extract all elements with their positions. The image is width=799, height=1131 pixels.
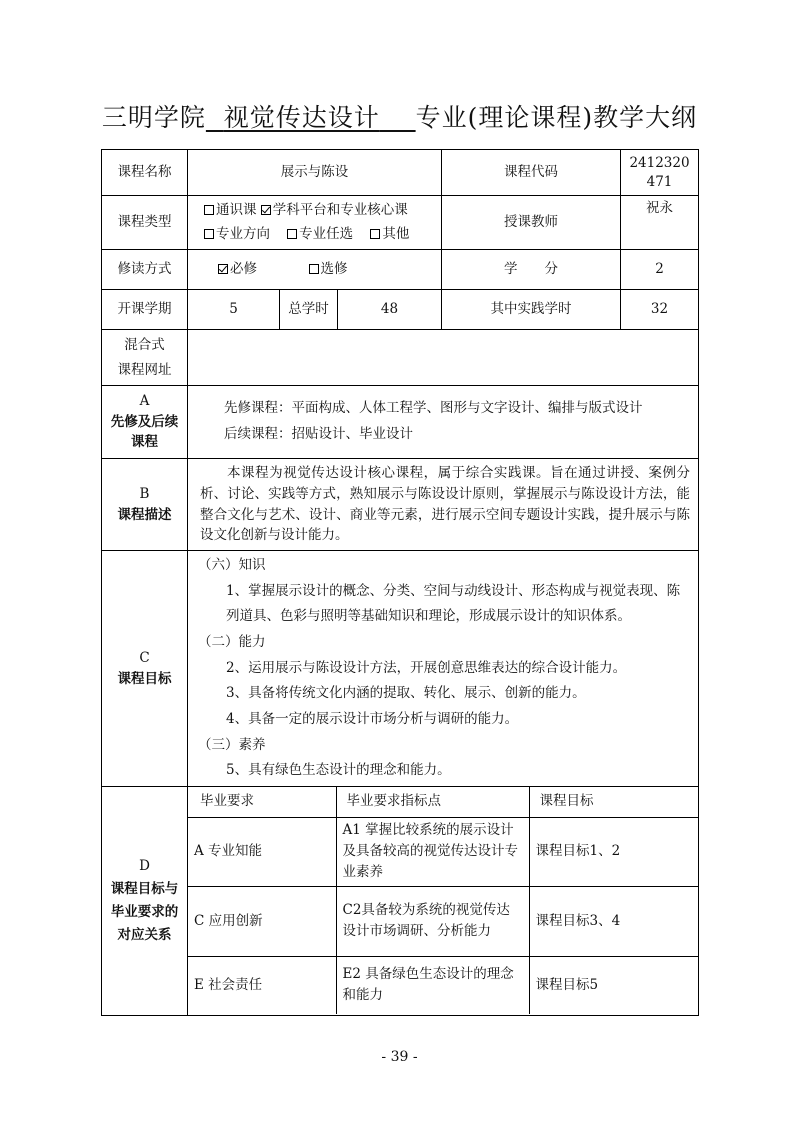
goal-1: 1、掌握展示设计的概念、分类、空间与动线设计、形态构成与视觉表现、陈列道具、色彩与照明等基础知识和理论，形成展示设计的知识体系。 <box>226 582 681 625</box>
goals-heading-quality: （三）素养 <box>198 736 266 753</box>
mapping-goal: 课程目标5 <box>529 956 699 1014</box>
row-study-mode <box>102 250 699 290</box>
goals-heading-ability: （二）能力 <box>198 634 266 651</box>
mapping-requirement: A 专业知能 <box>188 817 336 886</box>
section-c-label: C 课程目标 <box>102 551 188 787</box>
mapping-header-indicator: 毕业要求指标点 <box>336 787 529 817</box>
mapping-indicator: E2 具备绿色生态设计的理念和能力 <box>336 956 529 1014</box>
mapping-requirement: C 应用创新 <box>188 886 336 956</box>
checkbox-other[interactable] <box>370 229 380 239</box>
study-mode-label: 修读方式 <box>102 250 188 290</box>
total-hours-label: 总学时 <box>280 290 338 330</box>
checkbox-elective[interactable] <box>287 229 297 239</box>
goal-5: 5、具有绿色生态设计的理念和能力。 <box>226 762 451 779</box>
course-url-label: 混合式 课程网址 <box>102 330 188 386</box>
section-d-label: D 课程目标与 毕业要求的 对应关系 <box>102 787 188 1016</box>
practice-hours-label: 其中实践学时 <box>442 290 621 330</box>
course-type-label: 课程类型 <box>102 196 188 250</box>
syllabus-table <box>101 149 699 1016</box>
mapping-row <box>188 886 699 956</box>
course-url-value <box>188 330 699 386</box>
row-section-d <box>102 787 699 1016</box>
section-b-label: B 课程描述 <box>102 459 188 551</box>
semester-label: 开课学期 <box>102 290 188 330</box>
row-course-name <box>102 150 699 196</box>
type-option-other[interactable]: 其他 <box>370 226 409 242</box>
row-section-b <box>102 459 699 551</box>
title-major: 视觉传达设计 <box>223 103 380 132</box>
mapping-cell <box>188 787 699 1016</box>
section-a-content <box>188 386 699 459</box>
checkbox-direction[interactable] <box>204 229 214 239</box>
goal-4: 4、具备一定的展示设计市场分析与调研的能力。 <box>226 710 519 727</box>
mapping-indicator: C2具备较为系统的视觉传达设计市场调研、分析能力 <box>336 886 529 956</box>
type-option-core[interactable]: 学科平台和专业核心课 <box>261 202 408 218</box>
goal-2: 2、运用展示与陈设设计方法，开展创意思维表达的综合设计能力。 <box>226 659 627 676</box>
teacher-value: 祝永 <box>621 196 699 250</box>
course-name-value: 展示与陈设 <box>188 150 442 196</box>
mapping-header-goal: 课程目标 <box>529 787 699 817</box>
mode-option-required[interactable]: 必修 <box>218 261 257 277</box>
prerequisite-courses: 先修课程：平面构成、人体工程学、图形与文字设计、编排与版式设计 <box>224 400 643 417</box>
semester-value: 5 <box>188 290 280 330</box>
title-suffix: 专业(理论课程)教学大纲 <box>415 103 698 132</box>
credits-label: 学 分 <box>442 250 621 290</box>
goals-heading-knowledge: （六）知识 <box>198 557 266 574</box>
row-course-url <box>102 330 699 386</box>
row-course-type <box>102 196 699 250</box>
mapping-goal: 课程目标3、4 <box>529 886 699 956</box>
mapping-goal: 课程目标1、2 <box>529 817 699 886</box>
credits-value: 2 <box>621 250 699 290</box>
title-prefix: 三明学院 <box>101 103 206 132</box>
mapping-indicator: A1 掌握比较系统的展示设计及具备较高的视觉传达设计专业素养 <box>336 817 529 886</box>
checkbox-elective-mode[interactable] <box>309 264 319 274</box>
type-option-general[interactable]: 通识课 <box>204 202 257 218</box>
total-hours-value: 48 <box>338 290 442 330</box>
row-section-c <box>102 551 699 787</box>
teacher-label: 授课教师 <box>442 196 621 250</box>
mode-option-elective[interactable]: 选修 <box>309 261 348 277</box>
checkbox-general[interactable] <box>204 205 214 215</box>
course-goals <box>188 551 699 787</box>
type-option-direction[interactable]: 专业方向 <box>204 226 270 242</box>
goal-requirement-mapping-table <box>188 787 699 1014</box>
course-code-value: 2412320471 <box>621 150 699 196</box>
goal-3: 3、具备将传统文化内涵的提取、转化、展示、创新的能力。 <box>226 685 586 702</box>
type-option-elective[interactable]: 专业任选 <box>287 226 353 242</box>
mapping-header-requirement: 毕业要求 <box>188 787 336 817</box>
checkbox-core[interactable] <box>261 205 271 215</box>
course-type-options <box>188 196 442 250</box>
section-a-label: A 先修及后续 课程 <box>102 386 188 459</box>
mapping-requirement: E 社会责任 <box>188 956 336 1014</box>
follow-up-courses: 后续课程：招贴设计、毕业设计 <box>224 426 413 442</box>
course-code-label: 课程代码 <box>442 150 621 196</box>
mapping-header-row <box>188 787 699 817</box>
page-title <box>0 98 799 134</box>
row-section-a <box>102 386 699 459</box>
mapping-row <box>188 956 699 1014</box>
study-mode-options <box>188 250 442 290</box>
course-name-label: 课程名称 <box>102 150 188 196</box>
page-number: - 39 - <box>381 1049 418 1065</box>
checkbox-required[interactable] <box>218 264 228 274</box>
course-description: 本课程为视觉传达设计核心课程，属于综合实践课。旨在通过讲授、案例分析、讨论、实践等方式，熟知展示与陈设设计原则，掌握展示与陈设设计方法，能整合文化与艺术、设计、商业等元素，进行展示空间专题设计实践，提升展示与陈设文化创新与设计能力。 <box>188 459 699 551</box>
practice-hours-value: 32 <box>621 290 699 330</box>
row-semester <box>102 290 699 330</box>
mapping-row <box>188 817 699 886</box>
